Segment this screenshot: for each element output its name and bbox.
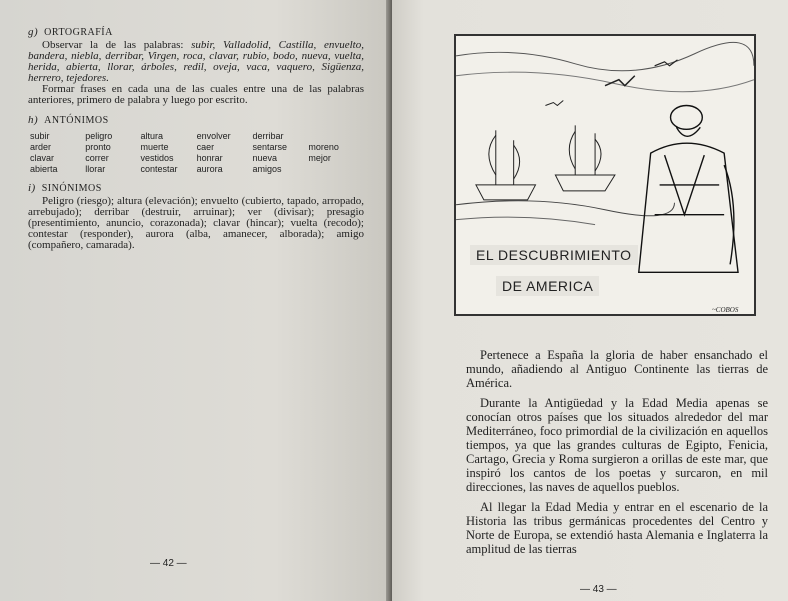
table-row <box>30 163 364 174</box>
table-row <box>30 152 364 163</box>
sinonimos-paragraph: Peligro (riesgo); altura (elevación); envuelto (cubierto, tapado, arropado, arrebujado); derribar (destruir, arruinar); ver (divisar); presagio (presentimiento, anuncio, corazonada); clavar (hincar); vuelta (recodo); contestar (responder), aurora (alba, amanecer, alborada); amigo (compañero, camarada). <box>28 195 364 251</box>
antonym-cell: correr <box>85 152 109 163</box>
sinonimos-title: SINÓNIMOS <box>41 183 102 194</box>
body-paragraph-1: Pertenece a España la gloria de haber ensanchado el mundo, añadiendo al Antiguo Continente las tierras de América. <box>466 348 768 390</box>
page-number-left: — 42 — <box>150 558 187 569</box>
ortografia-paragraph <box>28 40 364 84</box>
antonym-cell: nueva <box>252 152 278 163</box>
antonym-cell: clavar <box>30 152 55 163</box>
antonym-cell: llorar <box>85 163 106 174</box>
antonym-cell: vestidos <box>140 152 174 163</box>
ortografia-exercise: Formar frases en cada una de las cuales entre una de las palabras anteriores, primero de palabra y luego por escrito. <box>28 83 364 106</box>
antonym-cell: muerte <box>140 141 169 152</box>
chapter-title-line1: EL DESCUBRIMIENTO <box>470 245 638 265</box>
body-paragraph-2: Durante la Antigüedad y la Edad Media apenas se conocían otros países que los situados alrededor del mar Mediterráneo, foco primordial de la civilización en aquellos tiempos, ya que las grandes culturas de Egipto, Fenicia, Cartago, Grecia y Roma surgieron a orillas de este mar, que inspiró los cantos de los poetas y surcaron, en mil direcciones, las naves de aquellos pueblos. <box>466 396 768 494</box>
antonym-cell: mejor <box>308 152 331 163</box>
ortografia-title: ORTOGRAFÍA <box>44 27 113 38</box>
page-number-right: — 43 — <box>580 584 617 595</box>
antonym-cell: derribar <box>252 130 284 141</box>
ortografia-heading <box>28 26 364 38</box>
antonimos-table <box>30 130 364 174</box>
antonym-cell: amigos <box>252 163 282 174</box>
antonimos-letter: h) <box>28 114 39 126</box>
chapter-title-line2: DE AMERICA <box>496 276 599 296</box>
chapter-body <box>466 348 768 562</box>
antonym-cell <box>308 130 364 141</box>
sinonimos-letter: i) <box>28 182 36 194</box>
antonym-cell: caer <box>196 141 215 152</box>
antonimos-title: ANTÓNIMOS <box>44 115 109 126</box>
antonym-cell: contestar <box>140 163 178 174</box>
antonym-cell: altura <box>140 130 164 141</box>
left-page <box>0 0 392 601</box>
ortografia-instruction: Observar la de las palabras: <box>42 39 192 51</box>
antonym-cell: sentarse <box>252 141 288 152</box>
antonym-cell: pronto <box>85 141 111 152</box>
ortografia-letter: g) <box>28 26 39 38</box>
discovery-illustration <box>454 34 756 316</box>
antonym-cell: honrar <box>196 152 223 163</box>
antonym-cell: aurora <box>196 163 223 174</box>
ships-and-explorer-drawing <box>456 36 754 314</box>
ortografia-words: subir, Valladolid, Castilla, envuelto, bandera, niebla, derribar, Virgen, roca, clavar, rubio, bodo, nueva, vuelta, herida, abierta, llorar, árboles, redil, oveja, vaca, vaquero, Sigüenza, herrero, tejedores. <box>28 39 364 84</box>
antonym-cell <box>308 163 364 174</box>
antonym-cell: arder <box>30 141 52 152</box>
antonym-cell: envolver <box>196 130 231 141</box>
antonym-cell: abierta <box>30 163 58 174</box>
right-page <box>392 0 788 601</box>
antonimos-heading <box>28 114 364 126</box>
sinonimos-heading <box>28 182 364 194</box>
antonym-cell: subir <box>30 130 50 141</box>
body-paragraph-3: Al llegar la Edad Media y entrar en el escenario de la Historia las tribus germánicas procedentes del Centro y Norte de Europa, se extendió hasta Alemania e Inglaterra la amplitud de las tierras <box>466 500 768 556</box>
table-row <box>30 141 364 152</box>
antonym-cell: moreno <box>308 141 339 152</box>
antonym-cell: peligro <box>85 130 113 141</box>
table-row <box>30 130 364 141</box>
artist-signature: ~COBOS <box>712 306 739 314</box>
